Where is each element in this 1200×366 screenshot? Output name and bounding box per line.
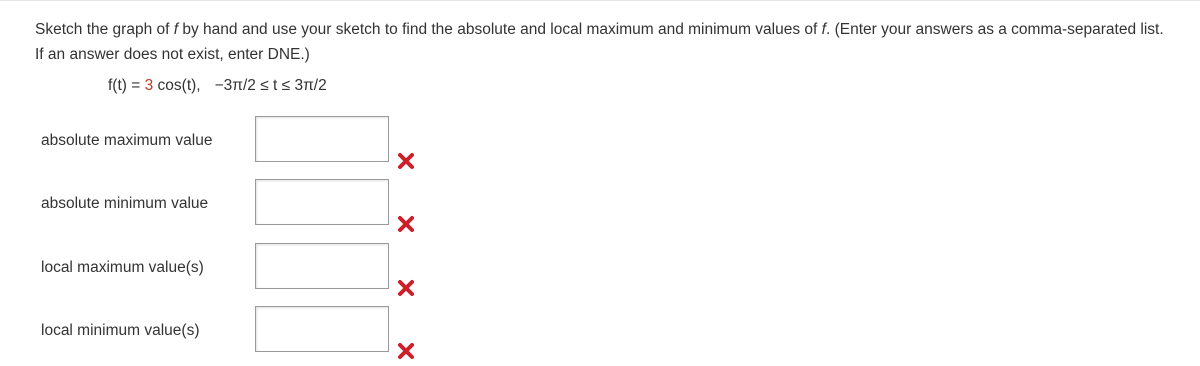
answer-row-local-maximum [0, 243, 1200, 303]
absolute-minimum-input[interactable] [255, 179, 389, 225]
instructions-text: Sketch the graph of [35, 21, 174, 38]
x-mark-icon [397, 152, 415, 170]
absolute-maximum-input[interactable] [255, 116, 389, 162]
question-instructions [35, 17, 1185, 67]
function-definition [108, 77, 327, 95]
x-mark-icon [397, 215, 415, 233]
function-symbol: f [821, 21, 826, 38]
field-label: absolute minimum value [41, 195, 209, 212]
formula-rhs: cos(t), [153, 77, 201, 94]
formula-lhs: f(t) = [108, 77, 145, 94]
answer-row-absolute-minimum [0, 179, 1200, 239]
function-symbol: f [173, 21, 179, 38]
local-minimum-input[interactable] [255, 306, 389, 352]
formula-domain: −3π/2 ≤ t ≤ 3π/2 [214, 77, 327, 94]
x-mark-icon [397, 279, 415, 297]
instructions-line-2: If an answer does not exist, enter DNE.) [35, 46, 310, 63]
field-label: local minimum value(s) [41, 322, 200, 339]
instructions-text: by hand and use your sketch to find the absolute and local maximum and minimum values of [178, 21, 822, 38]
local-maximum-input[interactable] [255, 243, 389, 289]
instructions-line-1 [35, 17, 1185, 42]
field-label: absolute maximum value [41, 132, 213, 149]
answer-row-local-minimum [0, 306, 1200, 366]
formula-coefficient: 3 [144, 77, 154, 94]
x-mark-icon [397, 342, 415, 360]
field-label: local maximum value(s) [41, 259, 204, 276]
instructions-text: . (Enter your answers as a comma-separated list. [825, 21, 1164, 38]
answer-row-absolute-maximum [0, 116, 1200, 176]
